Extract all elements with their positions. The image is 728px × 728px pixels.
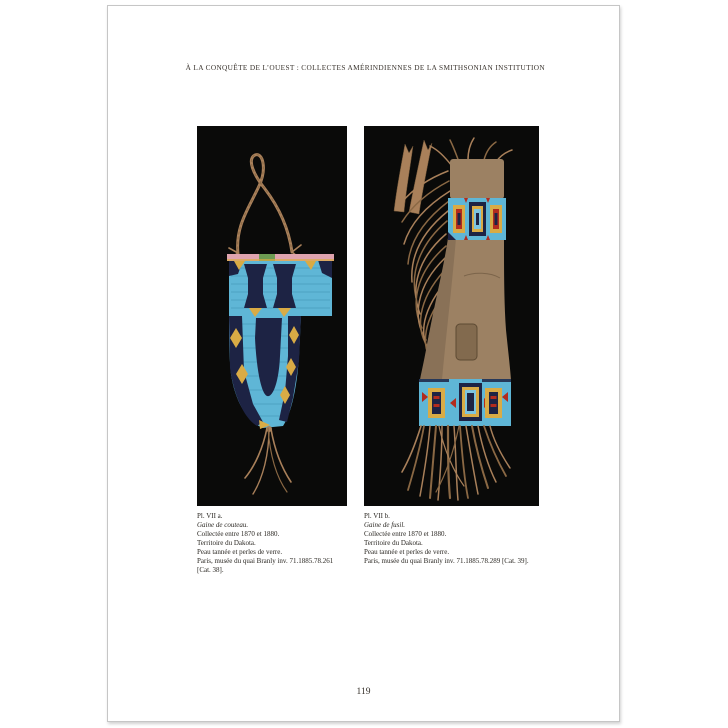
caption-line: Collectée entre 1870 et 1880. — [364, 530, 447, 538]
hanging-straps — [394, 140, 432, 214]
plate-a-photo — [197, 126, 347, 506]
gun-case-illustration — [364, 126, 539, 506]
bottom-beaded-band — [419, 379, 511, 426]
plate-b-label: Pl. VII b. — [364, 512, 390, 520]
caption-line: Peau tannée et perles de verre. — [364, 548, 450, 556]
sheath-fringe — [245, 426, 291, 494]
caption-line: Paris, musée du quai Branly inv. 71.1885.78.261 — [197, 557, 334, 565]
caption-line: [Cat. 38]. — [197, 566, 224, 574]
bottom-fringe — [402, 426, 510, 500]
top-beaded-band — [448, 198, 506, 240]
page-number: 119 — [356, 687, 371, 697]
running-header: À LA CONQUÊTE DE L’OUEST : COLLECTES AMÉRINDIENNES DE LA SMITHSONIAN INSTITUTION — [185, 63, 545, 72]
caption-line: Peau tannée et perles de verre. — [197, 548, 283, 556]
knife-sheath-illustration — [197, 126, 347, 506]
caption-line: Paris, musée du quai Branly inv. 71.1885.78.289 [Cat. 39]. — [364, 557, 529, 565]
caption-plate-a — [197, 512, 362, 575]
plate-b-title: Gaine de fusil. — [364, 521, 406, 529]
plate-b-photo — [364, 126, 539, 506]
caption-line: Territoire du Dakota. — [364, 539, 423, 547]
plate-a-title: Gaine de couteau. — [197, 521, 249, 529]
plate-a-label: Pl. VII a. — [197, 512, 223, 520]
book-page — [107, 5, 620, 722]
caption-line: Collectée entre 1870 et 1880. — [197, 530, 280, 538]
sheath-top-band — [227, 254, 334, 261]
sheath-body — [229, 260, 332, 429]
carry-cord — [229, 155, 301, 257]
caption-line: Territoire du Dakota. — [197, 539, 256, 547]
caption-plate-b — [364, 512, 569, 566]
